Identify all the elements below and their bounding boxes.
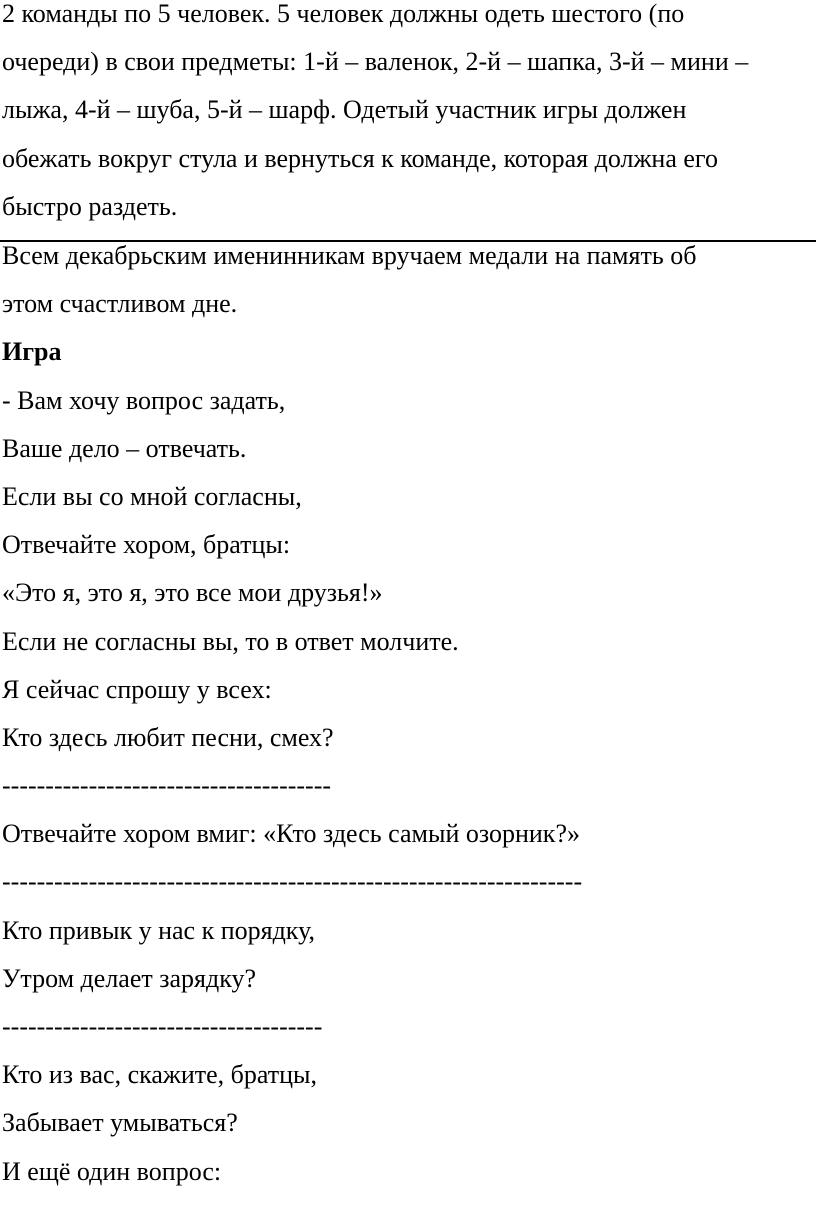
question-line: Утром делает зарядку? bbox=[2, 963, 257, 993]
game-heading: Игра bbox=[2, 337, 62, 367]
question-line: И ещё один вопрос: bbox=[2, 1156, 222, 1186]
poem-line: Я сейчас спрошу у всех: bbox=[2, 674, 272, 704]
poem-line: - Вам хочу вопрос задать, bbox=[2, 385, 286, 415]
question-line: Отвечайте хором вмиг: «Кто здесь самый озорник?» bbox=[2, 819, 580, 849]
question-line: Кто из вас, скажите, братцы, bbox=[2, 1060, 318, 1090]
document-body bbox=[0, 232, 806, 1196]
poem-line: Если вы со мной согласны, bbox=[2, 481, 302, 511]
text-line: этом счастливом дне. bbox=[2, 289, 238, 319]
poem-line: Кто здесь любит песни, смех? bbox=[2, 722, 334, 752]
poem-line: «Это я, это я, это все мои друзья!» bbox=[2, 578, 383, 608]
text-line: лыжа, 4-й – шуба, 5-й – шарф. Одетый участник игры должен bbox=[2, 95, 687, 125]
text-line: обежать вокруг стула и вернуться к команде, которая должна его bbox=[2, 143, 718, 173]
question-line: Кто привык у нас к порядку, bbox=[2, 915, 315, 945]
poem-line: Если не согласны вы, то в ответ молчите. bbox=[2, 626, 459, 656]
poem-line: Ваше дело – отвечать. bbox=[2, 433, 247, 463]
text-line: очереди) в свои предметы: 1-й – валенок, 2-й – шапка, 3-й – мини – bbox=[2, 47, 749, 77]
question-line: Забывает умываться? bbox=[2, 1108, 238, 1138]
intro-paragraph bbox=[0, 0, 806, 231]
text-line: быстро раздеть. bbox=[2, 191, 178, 221]
dash-separator: ------------------------------------------------------------------- bbox=[2, 867, 583, 897]
text-line: Всем декабрьским именинникам вручаем медали на память об bbox=[2, 241, 697, 270]
dash-separator: ------------------------------------- bbox=[2, 1012, 323, 1041]
poem-line: Отвечайте хором, братцы: bbox=[2, 530, 291, 560]
text-line: 2 команды по 5 человек. 5 человек должны одеть шестого (по bbox=[2, 0, 685, 28]
dash-separator: -------------------------------------- bbox=[2, 771, 332, 801]
